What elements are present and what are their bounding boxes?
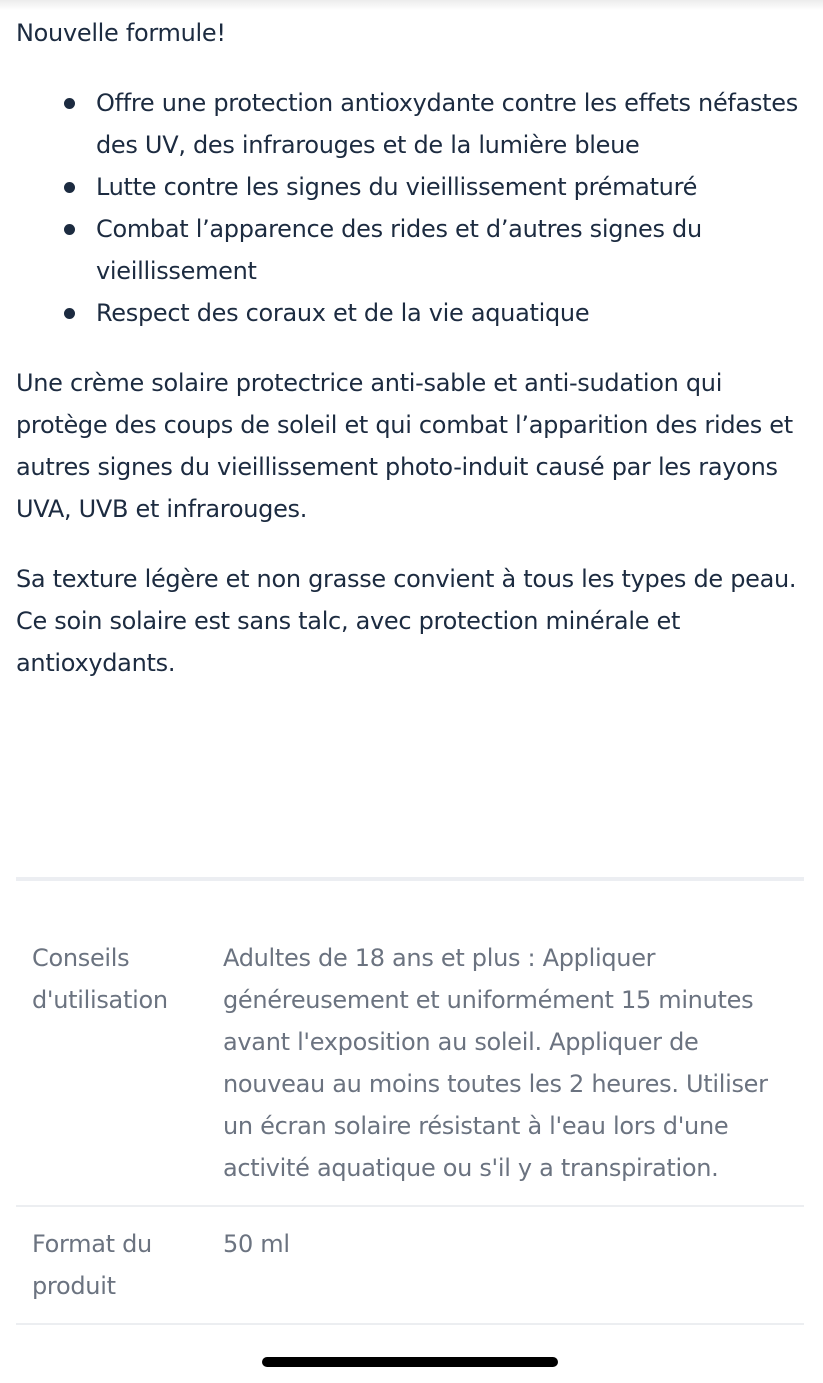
description-paragraph: Une crème solaire protectrice anti-sable et anti-sudation qui protège des coups de soleil et qui combat l’apparition des rides et autres signes du vieillissement photo-induit causé par les rayons UVA, UVB et infrarouges.: [16, 369, 793, 523]
spec-value: Adultes de 18 ans et plus : Appliquer généreusement et uniformément 15 minutes avant l'exposition au soleil. Appliquer de nouveau au moins toutes les 2 heures. Utiliser un écran solaire résistant à l'eau lors d'une activité aquatique ou s'il y a transpiration.: [223, 944, 768, 1182]
spec-label: Conseils d'utilisation: [32, 944, 168, 1014]
feature-text: Respect des coraux et de la vie aquatique: [96, 299, 590, 327]
feature-item: [96, 82, 808, 166]
feature-text: Offre une protection antioxydante contre les effets néfastes des UV, des infrarouges et de la lumière bleue: [96, 89, 798, 159]
section-divider: [16, 877, 804, 881]
feature-item: [96, 208, 808, 292]
feature-text: Lutte contre les signes du vieillissement prématuré: [96, 173, 698, 201]
intro-text: Nouvelle formule!: [16, 19, 226, 47]
bullet-icon: [64, 182, 75, 193]
feature-list: [16, 82, 808, 334]
spec-label: Format du produit: [32, 1230, 152, 1300]
top-shadow: [0, 0, 823, 10]
description-paragraph: Sa texture légère et non grasse convient à tous les types de peau. Ce soin solaire est sans talc, avec protection minérale et antioxydants.: [16, 565, 797, 677]
bullet-icon: [64, 98, 75, 109]
feature-text: Combat l’apparence des rides et d’autres signes du vieillissement: [96, 215, 702, 285]
bullet-icon: [64, 224, 75, 235]
feature-item: [96, 292, 808, 334]
spec-table: [16, 937, 804, 1325]
spec-row-format: [16, 1207, 804, 1325]
spec-value: 50 ml: [223, 1230, 290, 1258]
product-description: [16, 12, 808, 684]
feature-item: [96, 166, 808, 208]
home-indicator[interactable]: [262, 1357, 558, 1367]
spec-row-usage: [16, 937, 804, 1207]
bullet-icon: [64, 308, 75, 319]
